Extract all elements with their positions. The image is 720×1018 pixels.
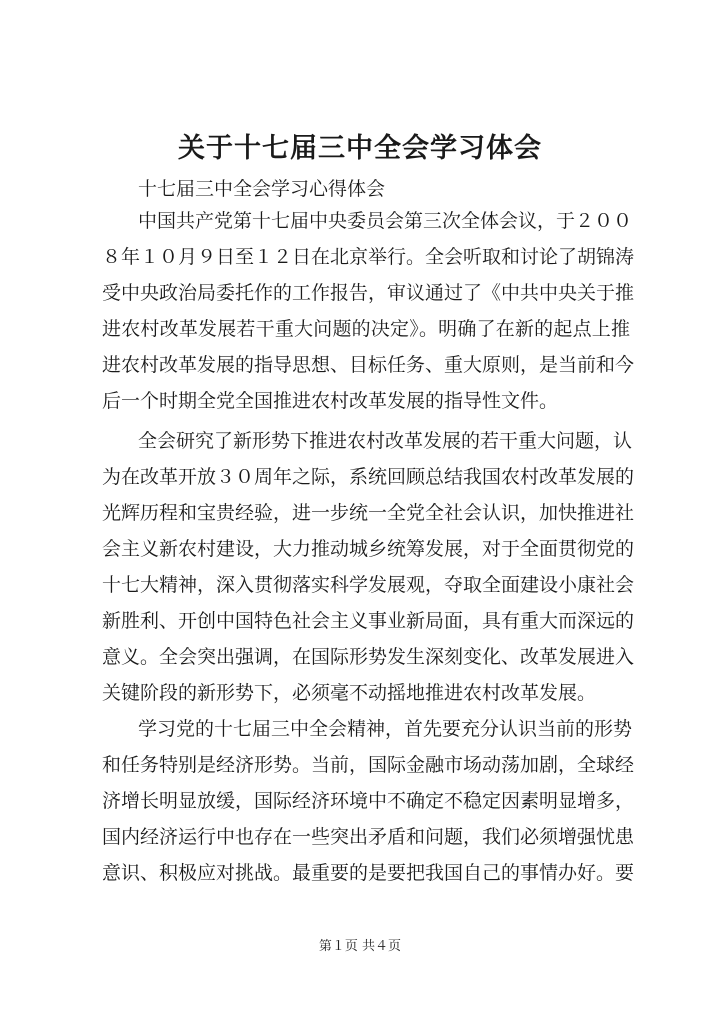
paragraph-line: 济增长明显放缓，国际经济环境中不确定不稳定因素明显增多， [102, 790, 635, 812]
paragraph-line: 进农村改革发展若干重大问题的决定》。明确了在新的起点上推 [102, 318, 630, 340]
paragraph-line: 为在改革开放３０周年之际，系统回顾总结我国农村改革发展的 [102, 466, 635, 488]
paragraph-line: 国内经济运行中也存在一些突出矛盾和问题，我们必须增强忧患 [102, 826, 635, 848]
paragraph-line: 会主义新农村建设，大力推动城乡统筹发展，对于全面贯彻党的 [102, 538, 635, 560]
paragraph-line: 全会研究了新形势下推进农村改革发展的若干重大问题，认 [138, 430, 633, 452]
paragraph-line: 学习党的十七届三中全会精神，首先要充分认识当前的形势 [138, 718, 633, 740]
paragraph-1 [102, 203, 635, 419]
paragraph-line: ８年１０月９日至１２日在北京举行。全会听取和讨论了胡锦涛 [102, 246, 635, 268]
paragraph-line: 受中央政治局委托作的工作报告，审议通过了《中共中央关于推 [102, 282, 635, 304]
paragraph-line: 新胜利、开创中国特色社会主义事业新局面，具有重大而深远的 [102, 610, 635, 632]
paragraph-line: 进农村改革发展的指导思想、目标任务、重大原则，是当前和今 [102, 354, 635, 376]
paragraph-line: 关键阶段的新形势下，必须毫不动摇地推进农村改革发展。 [102, 682, 597, 704]
paragraph-line: 意义。全会突出强调，在国际形势发生深刻变化、改革发展进入 [102, 646, 635, 668]
page-footer: 第１页 共４页 [318, 939, 402, 954]
document-subtitle: 十七届三中全会学习心得体会 [138, 178, 386, 200]
paragraph-line: 意识、积极应对挑战。最重要的是要把我国自己的事情办好。要 [102, 862, 635, 884]
paragraph-3 [102, 711, 635, 891]
paragraph-line: 光辉历程和宝贵经验，进一步统一全党全社会认识，加快推进社 [102, 502, 635, 524]
paragraph-line: 十七大精神，深入贯彻落实科学发展观，夺取全面建设小康社会 [102, 574, 635, 596]
paragraph-2 [102, 423, 635, 711]
paragraph-line: 后一个时期全党全国推进农村改革发展的指导性文件。 [102, 390, 559, 412]
paragraph-line: 和任务特别是经济形势。当前，国际金融市场动荡加剧，全球经 [102, 754, 635, 776]
document-title: 关于十七届三中全会学习体会 [178, 133, 542, 164]
paragraph-line: 中国共产党第十七届中央委员会第三次全体会议，于２００ [138, 210, 633, 232]
